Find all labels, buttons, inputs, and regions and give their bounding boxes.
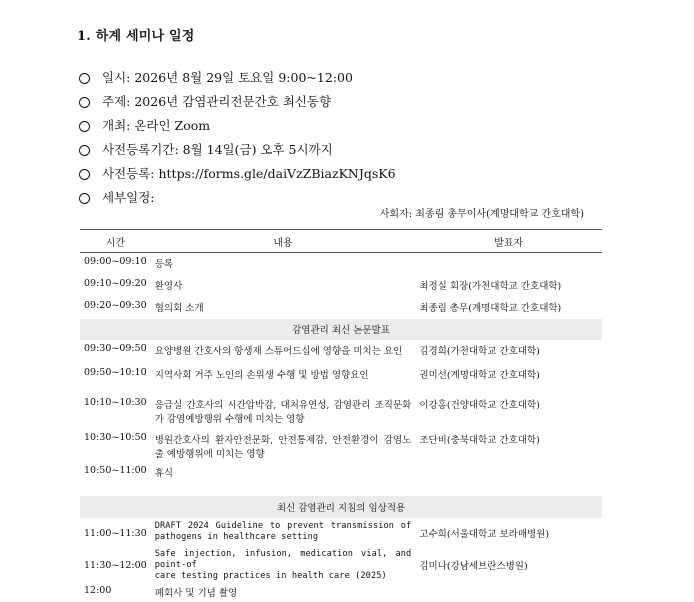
list-item-text: 개최: 온라인 Zoom xyxy=(102,118,211,133)
time-cell: 10:50~11:00 xyxy=(84,464,147,476)
section-title: 최신 감염관리 지침의 임상적용 xyxy=(80,496,602,518)
speaker-cell xyxy=(415,253,602,275)
content-cell: 지역사회 거주 노인의 손위생 수행 및 방법 영향요인 xyxy=(154,369,369,381)
speaker-cell: 고수희(서울대학교 보라매병원) xyxy=(419,529,550,540)
list-item-text: 사전등록기간: 8월 14일(금) 오후 5시까지 xyxy=(102,142,333,157)
list-item xyxy=(78,162,396,186)
content-line: 응급실 간호사의 시간압박감, 대처유연성, 감염관리 조직문화 xyxy=(154,399,412,411)
content-cell xyxy=(151,394,416,429)
info-list xyxy=(78,66,396,210)
registration-link[interactable]: 사전등록: https://forms.gle/daiVzZBiazKNJqsK6 xyxy=(102,166,396,181)
column-header-time: 시간 xyxy=(80,230,151,253)
content-cell: 환영사 xyxy=(154,280,183,292)
content-line: 병원간호사의 환자안전문화, 안전통제감, 안전환경이 감염노 xyxy=(154,434,412,446)
content-line: care testing practices in health care (2025) xyxy=(154,570,387,581)
content-cell: 등록 xyxy=(154,259,174,270)
content-cell xyxy=(151,518,416,546)
list-item xyxy=(78,138,396,162)
content-line: DRAFT 2024 Guideline to prevent transmission of xyxy=(154,520,412,531)
speaker-cell: 권미선(계명대학교 간호대학) xyxy=(419,369,540,381)
circle-bullet-icon xyxy=(79,121,90,132)
time-cell: 12:00 xyxy=(84,584,112,596)
content-cell xyxy=(151,429,416,462)
content-cell: 폐회사 및 기념 촬영 xyxy=(154,587,238,599)
content-cell: 휴식 xyxy=(154,467,174,479)
content-cell: 협의회 소개 xyxy=(154,302,204,314)
table-row xyxy=(80,364,602,394)
column-header-content: 내용 xyxy=(151,230,416,253)
list-item xyxy=(78,114,396,138)
time-cell: 09:00~09:10 xyxy=(84,256,147,267)
table-header-row xyxy=(80,230,602,253)
table-row xyxy=(80,546,602,582)
circle-bullet-icon xyxy=(79,97,90,108)
speaker-cell: 최종림 총무(계명대학교 간호대학) xyxy=(419,302,562,314)
speaker-cell: 김미나(강남세브란스병원) xyxy=(419,561,528,572)
circle-bullet-icon xyxy=(79,193,90,204)
content-line: 출 예방행위에 미치는 영향 xyxy=(154,448,265,460)
content-line: pathogens in healthcare setting xyxy=(154,531,319,542)
time-cell: 10:10~10:30 xyxy=(84,396,147,408)
section-heading: 1. 하계 세미나 일정 xyxy=(77,29,195,44)
table-row xyxy=(80,253,602,275)
circle-bullet-icon xyxy=(79,169,90,180)
table-row xyxy=(80,275,602,297)
section-title: 감염관리 최신 논문발표 xyxy=(80,319,602,340)
time-cell: 11:30~12:00 xyxy=(84,559,147,571)
list-item xyxy=(78,66,396,90)
time-cell: 10:30~10:50 xyxy=(84,431,147,443)
speaker-cell: 최정실 회장(가천대학교 간호대학) xyxy=(419,280,562,292)
time-cell: 09:50~10:10 xyxy=(84,366,147,378)
table-row xyxy=(80,394,602,429)
list-item-text: 세부일정: xyxy=(102,190,155,205)
speaker-cell: 김경희(가천대학교 간호대학) xyxy=(419,345,540,357)
list-item-text: 일시: 2026년 8월 29일 토요일 9:00~12:00 xyxy=(102,70,353,85)
circle-bullet-icon xyxy=(79,145,90,156)
table-row xyxy=(80,297,602,319)
content-cell xyxy=(151,546,416,582)
schedule-table xyxy=(80,229,602,602)
speaker-cell xyxy=(415,582,602,602)
section-row xyxy=(80,496,602,518)
list-item xyxy=(78,186,396,210)
table-row xyxy=(80,582,602,602)
speaker-cell: 이강홍(건양대학교 간호대학) xyxy=(419,399,540,411)
speaker-cell: 조단비(충북대학교 간호대학) xyxy=(419,434,540,446)
table-row xyxy=(80,462,602,488)
content-line: 가 감염예방행위 수행에 미치는 영향 xyxy=(154,413,305,425)
table-row xyxy=(80,340,602,364)
speaker-cell xyxy=(415,462,602,488)
list-item xyxy=(78,90,396,114)
moderator-note: 사회자: 최종림 총무이사(계명대학교 간호대학) xyxy=(379,209,584,220)
time-cell: 09:10~09:20 xyxy=(84,277,147,289)
content-line: Safe injection, infusion, medication vial, and point-of xyxy=(154,548,412,570)
circle-bullet-icon xyxy=(79,73,90,84)
column-header-speaker: 발표자 xyxy=(415,230,602,253)
content-cell: 요양병원 간호사의 항생제 스튜어드십에 영향을 미치는 요인 xyxy=(154,345,403,357)
list-item-text: 주제: 2026년 감염관리전문간호 최신동향 xyxy=(102,94,332,109)
time-cell: 11:00~11:30 xyxy=(84,527,147,539)
table-row xyxy=(80,429,602,462)
section-row xyxy=(80,319,602,340)
time-cell: 09:20~09:30 xyxy=(84,299,147,311)
time-cell: 09:30~09:50 xyxy=(84,342,147,354)
table-row xyxy=(80,518,602,546)
